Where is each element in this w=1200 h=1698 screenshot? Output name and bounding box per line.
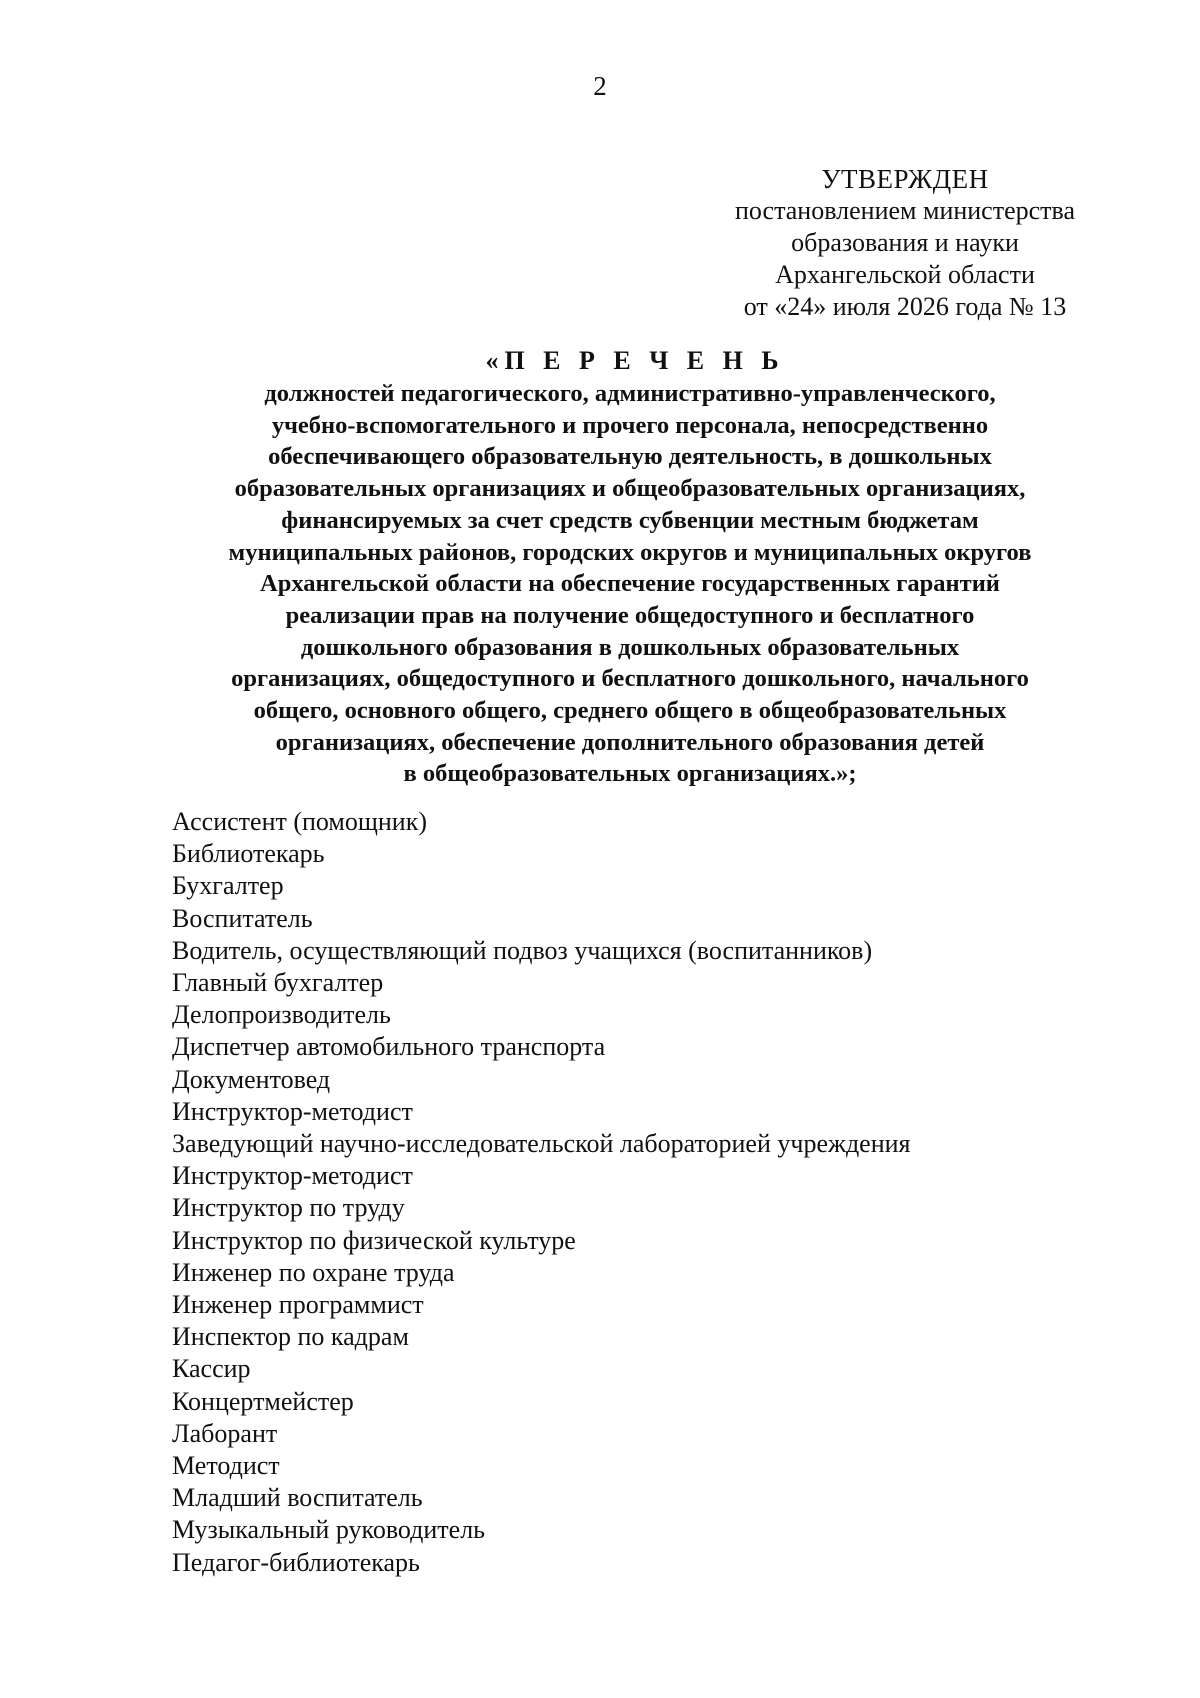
- list-item: Инструктор по физической культуре: [172, 1225, 576, 1255]
- list-item: Инструктор по труду: [172, 1193, 405, 1223]
- list-item: Водитель, осуществляющий подвоз учащихся (воспитанников): [172, 935, 873, 965]
- list-item: Диспетчер автомобильного транспорта: [172, 1032, 606, 1062]
- list-item: Концертмейстер: [172, 1386, 354, 1416]
- list-item: Кассир: [172, 1354, 251, 1384]
- title-line: в общеобразовательных организациях.»;: [403, 760, 857, 788]
- list-item: Документовед: [172, 1064, 331, 1094]
- title-line: Архангельской области на обеспечение государственных гарантий: [260, 570, 1000, 598]
- approval-date-line: от «24» июля 2026 года № 13: [743, 292, 1067, 321]
- positions-list: [172, 806, 1072, 1579]
- title-line: дошкольного образования в дошкольных образовательных: [300, 633, 960, 661]
- approval-block: [690, 163, 1120, 323]
- title-line: должностей педагогического, административно-управленческого,: [264, 380, 996, 407]
- title-line: муниципальных районов, городских округов и муниципальных округов: [228, 538, 1032, 566]
- list-item: Инструктор-методист: [172, 1161, 413, 1191]
- title-line: обеспечивающего образовательную деятельность, в дошкольных: [268, 443, 992, 471]
- list-item: Лаборант: [172, 1418, 278, 1448]
- approval-line: Архангельской области: [775, 260, 1035, 289]
- list-item: Младший воспитатель: [172, 1483, 423, 1513]
- approval-stamp: УТВЕРЖДЕН: [821, 164, 989, 194]
- list-item: Воспитатель: [172, 903, 313, 933]
- title-line: финансируемых за счет средств субвенции местным бюджетам: [281, 506, 979, 534]
- approval-line: образования и науки: [791, 228, 1019, 257]
- title-line: организациях, общедоступного и бесплатного дошкольного, начального: [231, 665, 1029, 693]
- document-title: [160, 344, 1100, 790]
- list-item: Главный бухгалтер: [172, 968, 384, 998]
- page-number: 2: [593, 71, 607, 101]
- title-line: реализации прав на получение общедоступного и бесплатного: [285, 601, 975, 629]
- list-item: Инструктор-методист: [172, 1096, 413, 1126]
- list-item: Инженер по охране труда: [172, 1257, 455, 1287]
- approval-line: постановлением министерства: [734, 196, 1076, 225]
- list-item: Делопроизводитель: [172, 1000, 391, 1030]
- title-line: учебно-вспомогательного и прочего персонала, непосредственно: [271, 411, 989, 439]
- list-item: Библиотекарь: [172, 839, 325, 869]
- title-heading: «П Е Р Е Ч Е Н Ь: [485, 346, 785, 375]
- title-line: общего, основного общего, среднего общего в общеобразовательных: [253, 697, 1007, 725]
- title-line: организациях, обеспечение дополнительного образования детей: [275, 728, 985, 756]
- list-item: Музыкальный руководитель: [172, 1515, 486, 1545]
- list-item: Инспектор по кадрам: [172, 1322, 409, 1352]
- list-item: Заведующий научно-исследовательской лабораторией учреждения: [172, 1129, 911, 1159]
- list-item: Педагог-библиотекарь: [172, 1547, 420, 1577]
- list-item: Методист: [172, 1451, 280, 1481]
- list-item: Ассистент (помощник): [172, 807, 428, 836]
- list-item: Инженер программист: [172, 1290, 424, 1320]
- list-item: Бухгалтер: [172, 871, 284, 901]
- title-line: образовательных организациях и общеобразовательных организациях,: [234, 475, 1026, 503]
